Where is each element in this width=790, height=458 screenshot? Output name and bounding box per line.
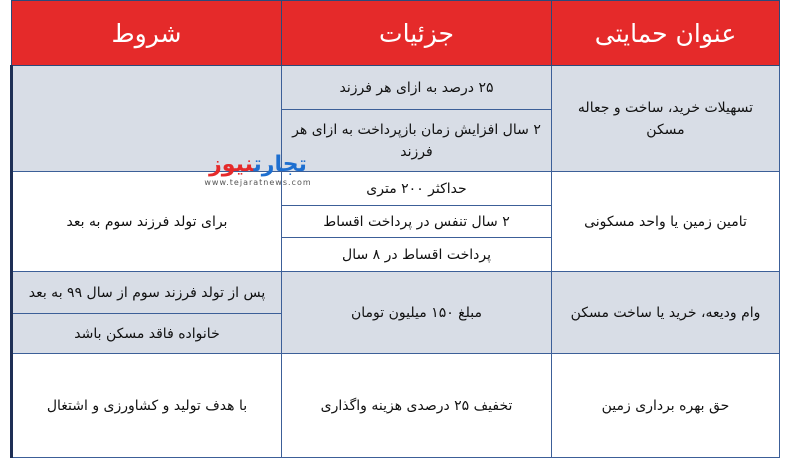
row2-detail-2: ۲ سال تنفس در پرداخت اقساط — [282, 206, 552, 238]
row12-condition: برای تولد فرزند سوم به بعد — [12, 172, 282, 272]
row3-title: وام ودیعه، خرید یا ساخت مسکن — [552, 272, 780, 354]
logo-text-part1: تجارت — [253, 152, 307, 177]
row4-detail: تخفیف ۲۵ درصدی هزینه واگذاری — [282, 354, 552, 458]
header-conditions: شروط — [12, 1, 282, 66]
logo-text-part2: نیوز — [209, 152, 254, 177]
header-details: جزئیات — [282, 1, 552, 66]
row3-condition-2: خانواده فاقد مسکن باشد — [12, 314, 282, 354]
logo-url: www.tejaratnews.com — [204, 178, 312, 187]
tejaratnews-logo — [190, 152, 326, 196]
row1-detail-2: ۲ سال افزایش زمان بازپرداخت به ازای هر فرزند — [282, 110, 552, 172]
table-row — [12, 172, 780, 206]
table-row — [12, 66, 780, 110]
row1-title: تسهیلات خرید، ساخت و جعاله مسکن — [552, 66, 780, 172]
row2-detail-1: حداکثر ۲۰۰ متری — [282, 172, 552, 206]
header-title: عنوان حمایتی — [552, 1, 780, 66]
row2-title: تامین زمین یا واحد مسکونی — [552, 172, 780, 272]
table-row — [12, 354, 780, 458]
header-row — [12, 1, 780, 66]
row3-detail: مبلغ ۱۵۰ میلیون تومان — [282, 272, 552, 354]
row2-detail-3: پرداخت اقساط در ۸ سال — [282, 238, 552, 272]
table-row — [12, 272, 780, 314]
row3-condition-1: پس از تولد فرزند سوم از سال ۹۹ به بعد — [12, 272, 282, 314]
row1-detail-1: ۲۵ درصد به ازای هر فرزند — [282, 66, 552, 110]
support-table-container — [12, 0, 780, 458]
support-table — [10, 0, 780, 458]
row4-condition: با هدف تولید و کشاورزی و اشتغال — [12, 354, 282, 458]
row4-title: حق بهره برداری زمین — [552, 354, 780, 458]
